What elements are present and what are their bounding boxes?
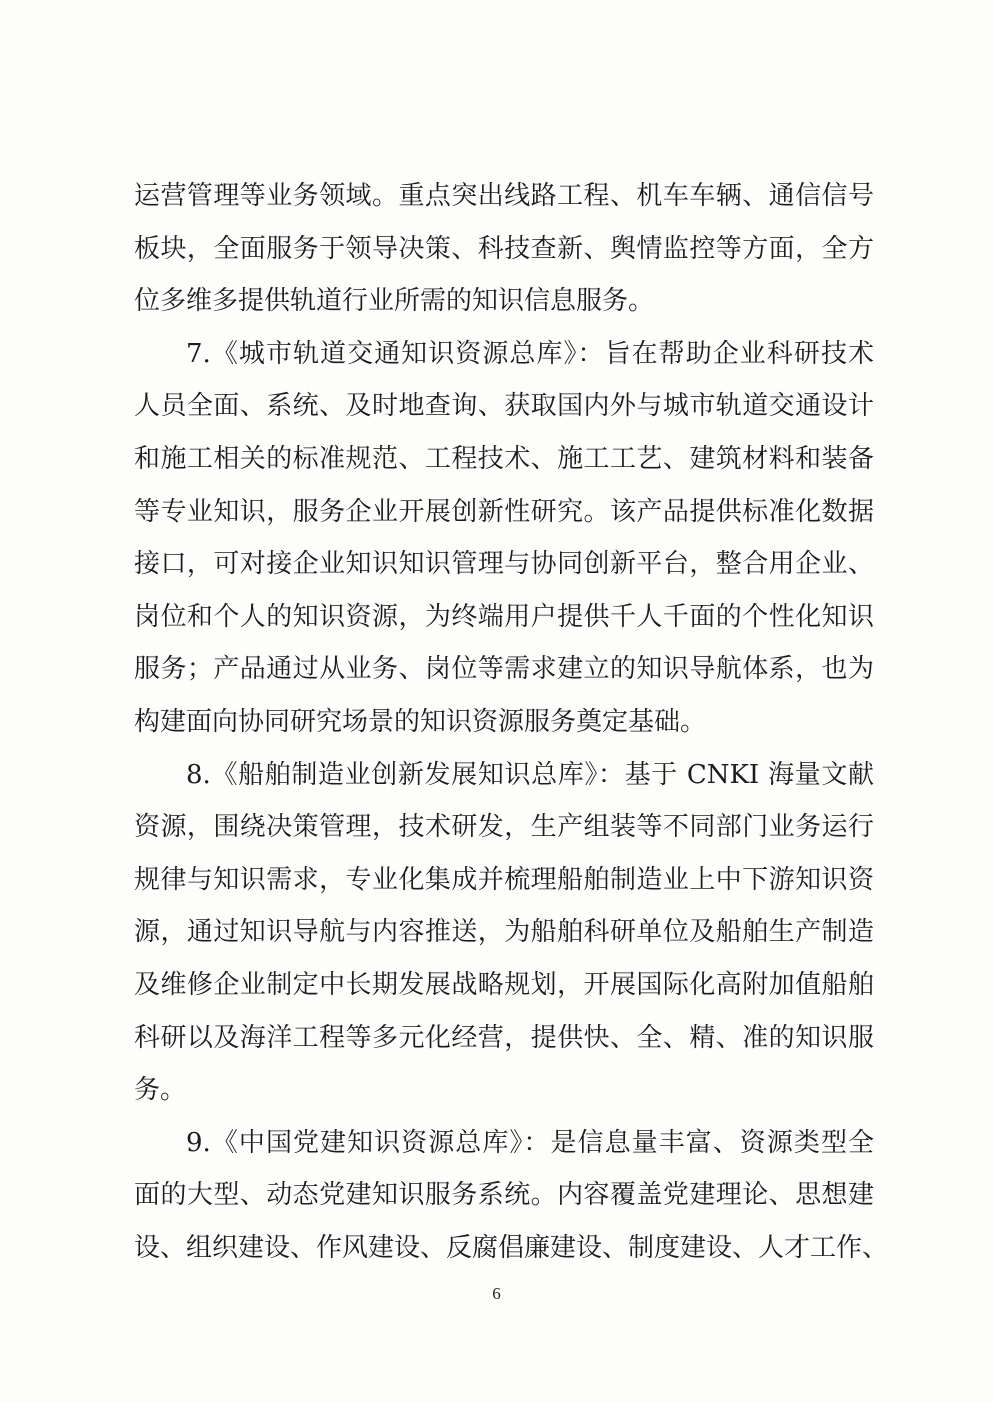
paragraph-8-start: 8.《船舶制造业创新发展知识总库》：基于 CNKI 海量文献 [186, 759, 874, 790]
paragraph-7-start: 7.《城市轨道交通知识资源总库》：旨在帮助企业科研技术 [186, 338, 874, 369]
text-line: 科研以及海洋工程等多元化经营，提供快、全、精、准的知识服 [134, 1022, 874, 1053]
text-line: 务。 [134, 1075, 187, 1106]
text-line: 资源，围绕决策管理，技术研发，生产组装等不同部门业务运行 [134, 812, 874, 843]
text-line: 板块，全面服务于领导决策、科技查新、舆情监控等方面，全方 [134, 233, 874, 264]
text-line: 构建面向协同研究场景的知识资源服务奠定基础。 [134, 706, 707, 737]
text-line: 设、组织建设、作风建设、反腐倡廉建设、制度建设、人才工作、 [134, 1232, 889, 1263]
text-line: 岗位和个人的知识资源，为终端用户提供千人千面的个性化知识 [134, 601, 874, 632]
page-number: 6 [492, 1284, 501, 1303]
text-line: 和施工相关的标准规范、工程技术、施工工艺、建筑材料和装备 [134, 443, 874, 474]
text-line: 及维修企业制定中长期发展战略规划，开展国际化高附加值船舶 [134, 969, 874, 1000]
text-line: 等专业知识，服务企业开展创新性研究。该产品提供标准化数据 [134, 496, 874, 527]
text-line: 服务；产品通过从业务、岗位等需求建立的知识导航体系，也为 [134, 654, 874, 685]
paragraph-9-start: 9.《中国党建知识资源总库》：是信息量丰富、资源类型全 [186, 1127, 874, 1158]
body-text [134, 170, 889, 1274]
text-line: 运营管理等业务领域。重点突出线路工程、机车车辆、通信信号 [134, 181, 874, 211]
text-line: 接口，可对接企业知识知识管理与协同创新平台，整合用企业、 [134, 549, 874, 580]
text-line: 人员全面、系统、及时地查询、获取国内外与城市轨道交通设计 [134, 391, 874, 422]
text-line: 位多维多提供轨道行业所需的知识信息服务。 [134, 286, 655, 317]
text-line: 面的大型、动态党建知识服务系统。内容覆盖党建理论、思想建 [134, 1180, 874, 1211]
text-line: 规律与知识需求，专业化集成并梳理船舶制造业上中下游知识资 [134, 864, 874, 895]
text-line: 源，通过知识导航与内容推送，为船舶科研单位及船舶生产制造 [134, 917, 874, 948]
